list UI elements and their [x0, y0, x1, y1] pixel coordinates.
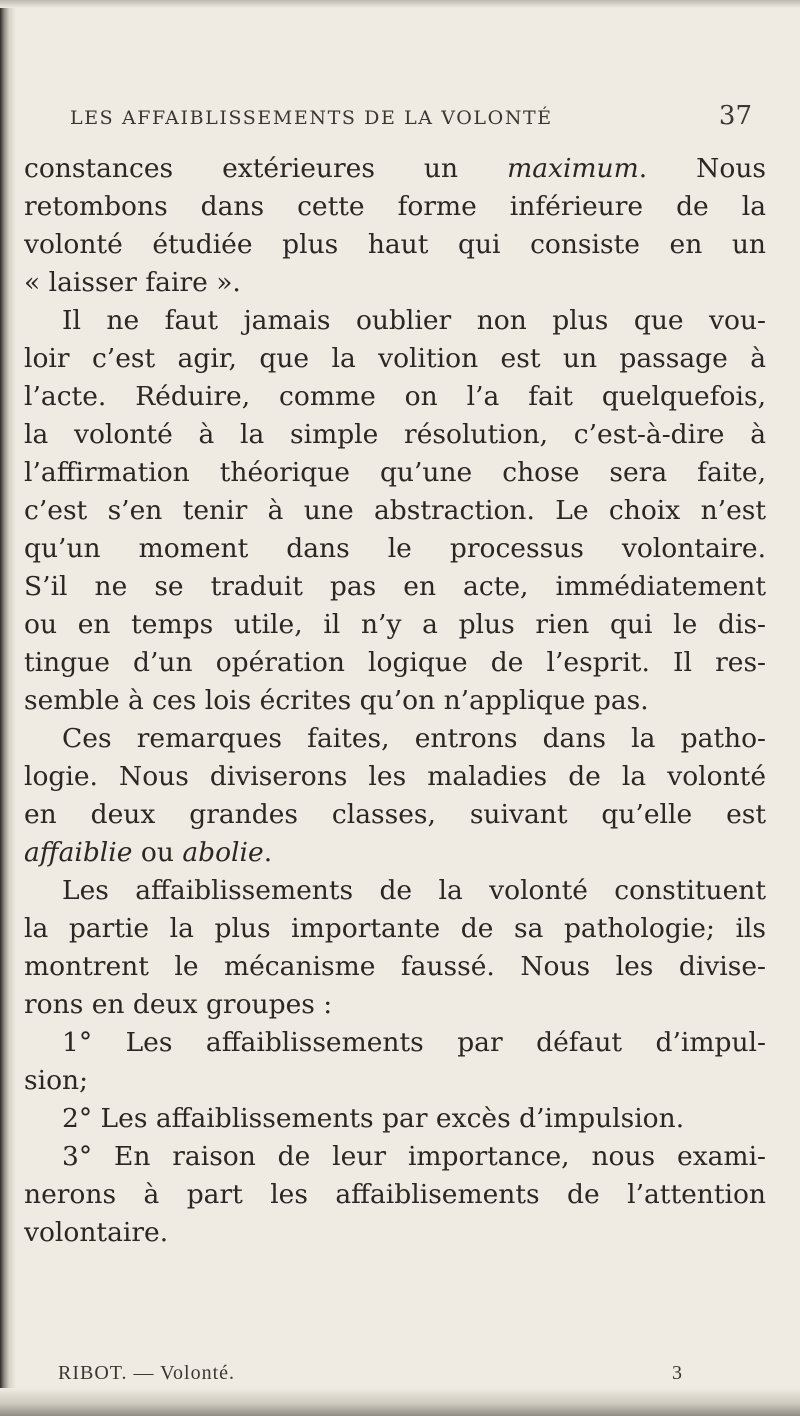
- text-line: l’acte. Réduire, comme on l’a fait quelquefois,: [24, 381, 766, 412]
- running-head: [70, 103, 760, 137]
- text-line: 1° Les affaiblissements par défaut d’impul-: [62, 1027, 766, 1058]
- text-line: ou en temps utile, il n’y a plus rien qui le dis-: [24, 609, 766, 640]
- text-line: montrent le mécanisme faussé. Nous les divise-: [24, 951, 766, 982]
- text-line: rons en deux groupes :: [24, 989, 333, 1020]
- binding-gutter: [0, 0, 16, 1416]
- text-line: S’il ne se traduit pas en acte, immédiatement: [24, 571, 766, 602]
- text-line: semble à ces lois écrites qu’on n’applique pas.: [24, 685, 649, 716]
- text-line: Il ne faut jamais oublier non plus que vou-: [62, 305, 766, 336]
- text-line: c’est s’en tenir à une abstraction. Le choix n’est: [24, 495, 766, 526]
- text-line: 3° En raison de leur importance, nous exami-: [62, 1141, 766, 1172]
- text-line: la volonté à la simple résolution, c’est-à-dire à: [24, 419, 766, 450]
- text-line: Ces remarques faites, entrons dans la patho-: [62, 723, 766, 754]
- text-line: 2° Les affaiblissements par excès d’impulsion.: [62, 1103, 685, 1134]
- page-bottom-edge: [0, 1388, 800, 1416]
- text-line: retombons dans cette forme inférieure de la: [24, 191, 766, 222]
- signature-mark: RIBOT. — Volonté.: [58, 1362, 236, 1384]
- text-line: sion;: [24, 1065, 89, 1096]
- text-line: affaiblie ou abolie.: [24, 837, 273, 868]
- text-line: l’affirmation théorique qu’une chose sera faite,: [24, 457, 766, 488]
- running-head-title: LES AFFAIBLISSEMENTS DE LA VOLONTÉ: [70, 107, 553, 129]
- text-line: « laisser faire ».: [24, 267, 241, 298]
- text-line: logie. Nous diviserons les maladies de la volonté: [24, 761, 766, 792]
- text-line: nerons à part les affaiblisements de l’attention: [24, 1179, 766, 1210]
- text-line: loir c’est agir, que la volition est un passage à: [24, 343, 766, 374]
- text-line: tingue d’un opération logique de l’esprit. Il res-: [24, 647, 766, 678]
- signature-number: 3: [672, 1362, 682, 1384]
- text-line: volonté étudiée plus haut qui consiste en un: [24, 229, 766, 260]
- text-line: qu’un moment dans le processus volontaire.: [24, 533, 766, 564]
- body-text: [24, 150, 766, 1252]
- text-line: constances extérieures un maximum. Nous: [24, 153, 766, 184]
- text-line: volontaire.: [24, 1217, 169, 1248]
- text-line: la partie la plus importante de sa pathologie; ils: [24, 913, 766, 944]
- page-top-edge: [0, 0, 800, 8]
- text-line: en deux grandes classes, suivant qu’elle est: [24, 799, 766, 830]
- text-line: Les affaiblissements de la volonté constituent: [62, 875, 766, 906]
- page-number: 37: [718, 101, 752, 131]
